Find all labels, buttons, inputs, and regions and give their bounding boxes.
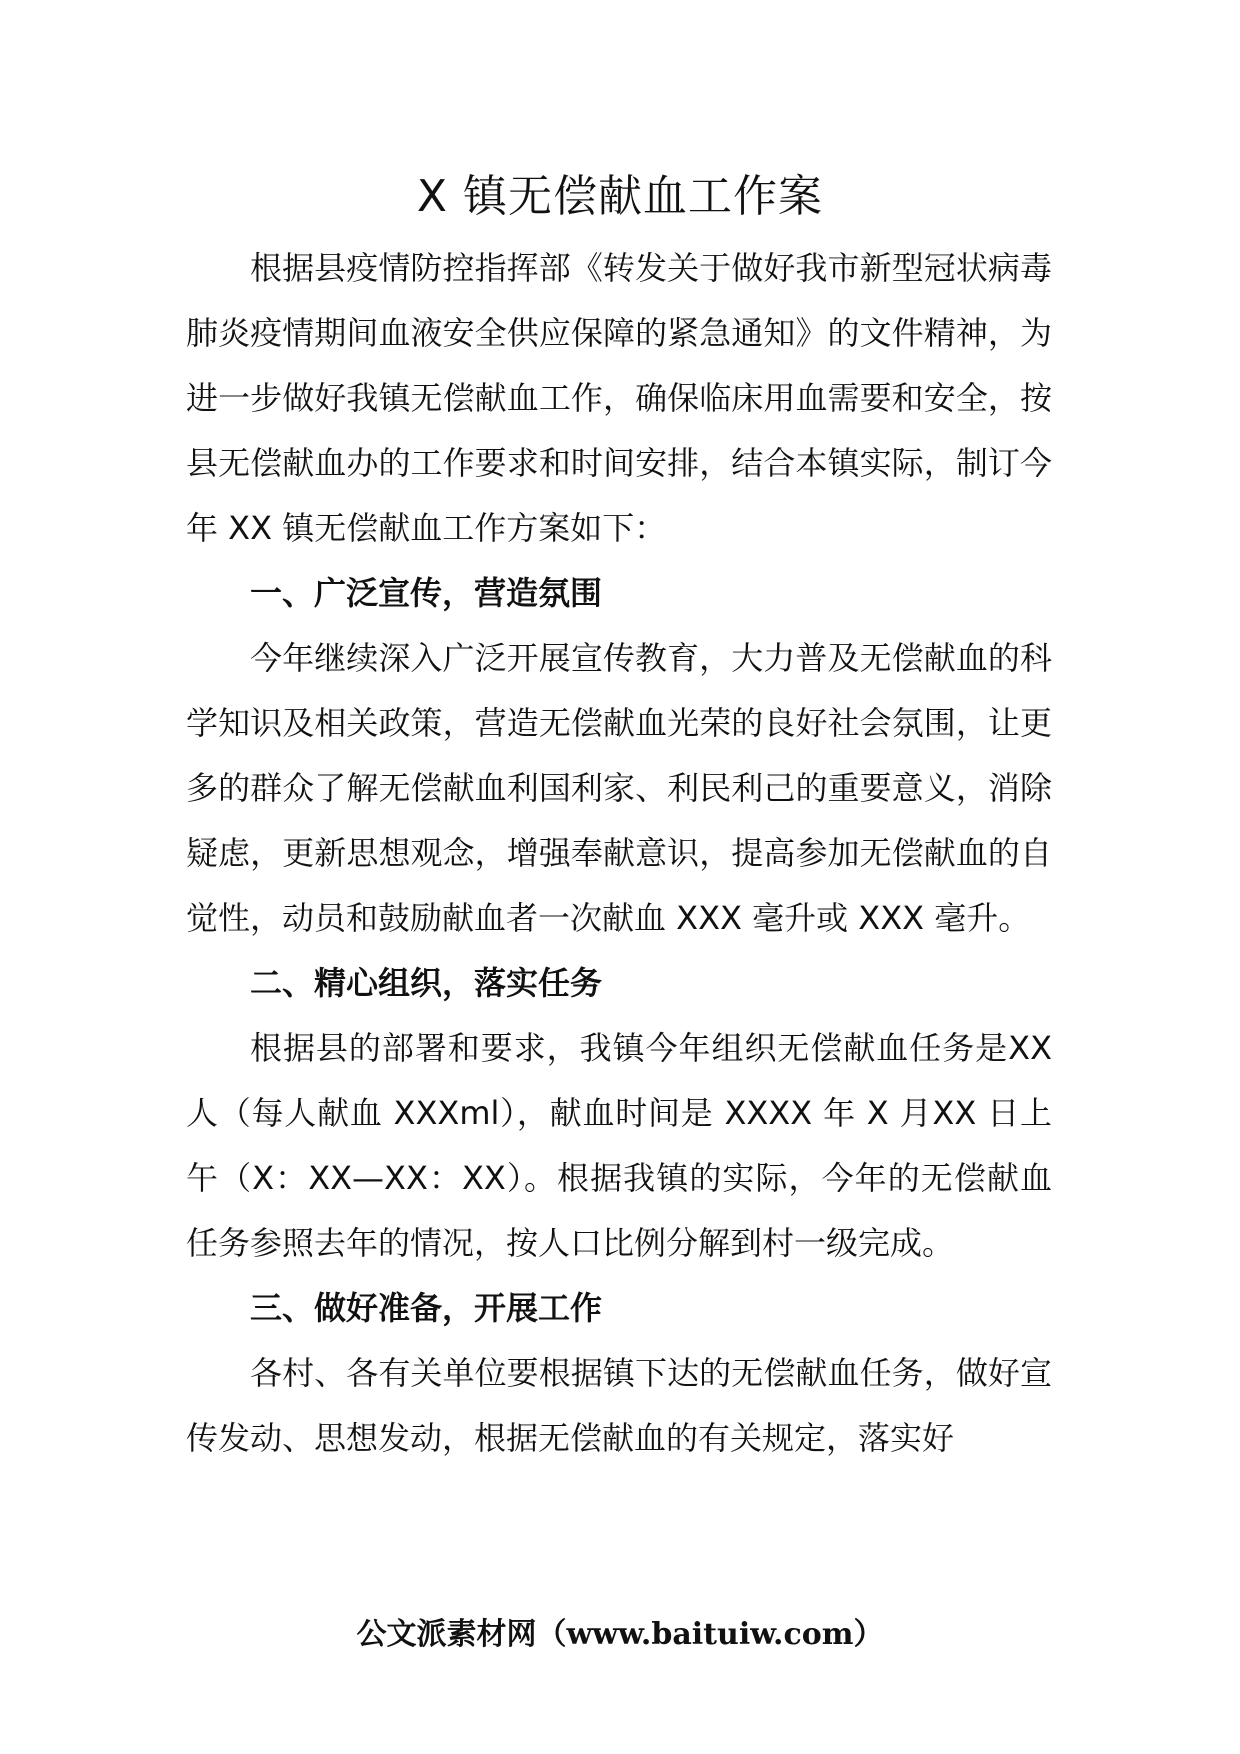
section-heading-3: 三、做好准备，开展工作 <box>250 1289 603 1327</box>
document-title: X 镇无偿献血工作案 <box>416 171 824 222</box>
section-heading-1: 一、广泛宣传，营造氛围 <box>250 574 603 612</box>
intro-paragraph: 根据县疫情防控指挥部《转发关于做好我市新型冠状病毒肺炎疫情期间血液安全供应保障的紧急通知》的文件精神，为进一步做好我镇无偿献血工作，确保临床用血需要和安全，按县无偿献血办的工作要求和时间安排，结合本镇实际，制订今年 XX 镇无偿献血工作方案如下： <box>186 249 1052 547</box>
section-1-paragraph: 今年继续深入广泛开展宣传教育，大力普及无偿献血的科学知识及相关政策，营造无偿献血光荣的良好社会氛围，让更多的群众了解无偿献血利国利家、利民利己的重要意义，消除疑虑，更新思想观念，增强奉献意识，提高参加无偿献血的自觉性，动员和鼓励献血者一次献血 XXX 毫升或 XXX 毫升。 <box>186 639 1052 937</box>
document-body <box>186 236 1052 1471</box>
section-2-paragraph: 根据县的部署和要求，我镇今年组织无偿献血任务是XX 人（每人献血 XXXml），献血时间是 XXXX 年 X 月XX 日上午（X：XX—XX：XX）。根据我镇的实际，今年的无偿献血任务参照去年的情况，按人口比例分解到村一级完成。 <box>186 1029 1052 1262</box>
section-3-paragraph: 各村、各有关单位要根据镇下达的无偿献血任务，做好宣传发动、思想发动，根据无偿献血的有关规定，落实好 <box>186 1354 1052 1457</box>
section-heading-2: 二、精心组织，落实任务 <box>250 964 603 1002</box>
page-footer: 公文派素材网（www.baituiw.com） <box>356 1617 884 1652</box>
